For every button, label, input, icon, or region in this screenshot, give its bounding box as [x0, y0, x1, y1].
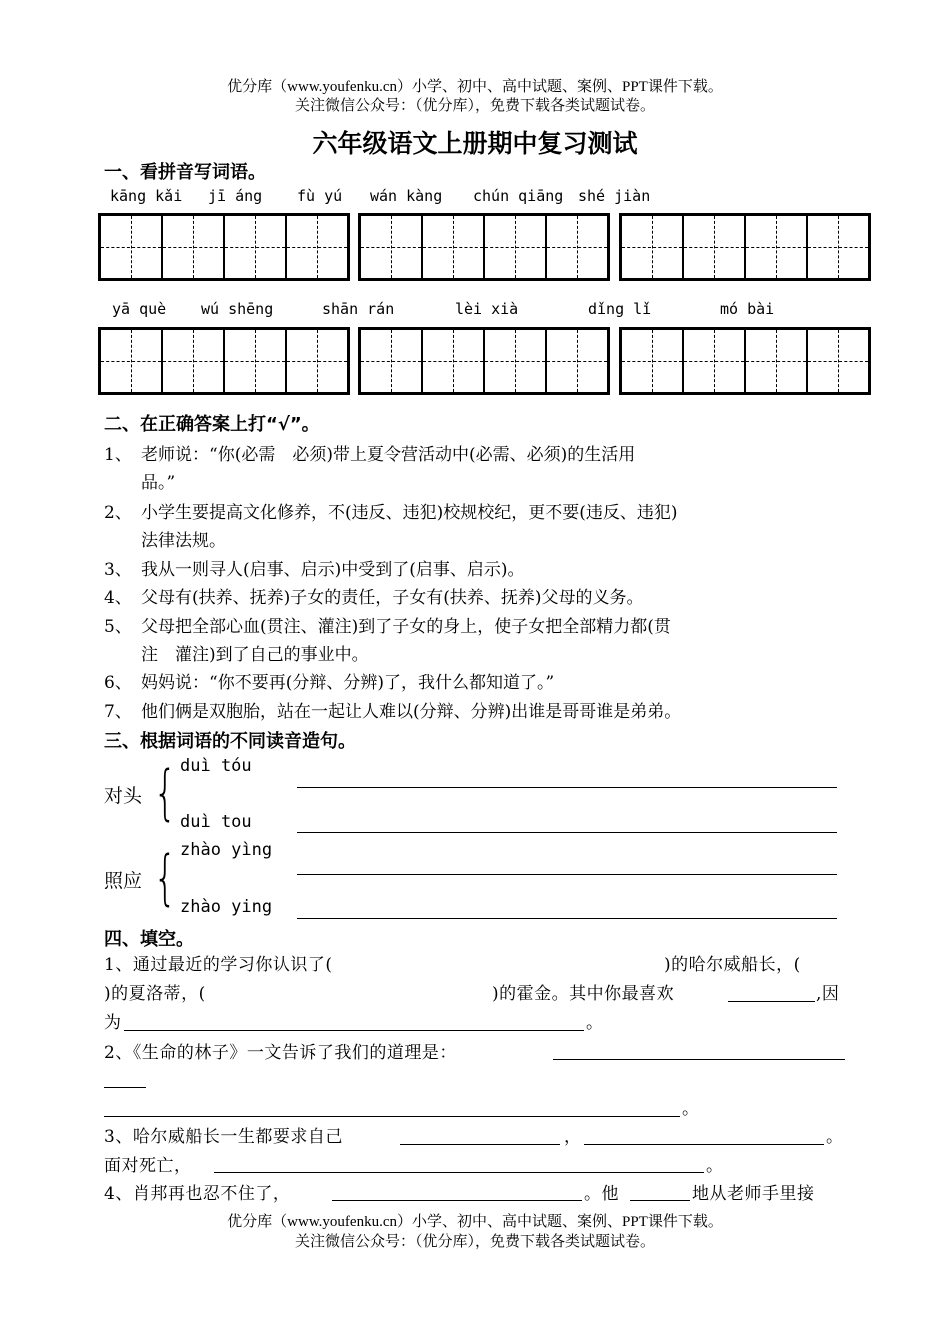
- q4-3-part-a: 3、哈尔威船长一生都要求自己: [104, 1127, 343, 1147]
- q2-7-num: 7、: [104, 702, 132, 722]
- section-1-heading: 一、看拼音写词语。: [104, 162, 266, 183]
- blank-life-forest-2[interactable]: [104, 1087, 146, 1088]
- header-line-2: 关注微信公众号：（优分库），免费下载各类试题试卷。: [294, 98, 655, 114]
- q2-5-line2: 注 灌注)到了自己的事业中。: [141, 645, 369, 665]
- blank-harvey-2[interactable]: [584, 1144, 824, 1145]
- pinyin-2-5: dǐng lǐ: [588, 300, 652, 318]
- blank-harvey-3[interactable]: [214, 1172, 704, 1173]
- blank-reason[interactable]: [124, 1030, 584, 1031]
- pinyin-1-4: wán kàng: [370, 187, 443, 205]
- pinyin-zhaoying-1: zhào yìng: [180, 840, 273, 860]
- q2-2-line2: 法律法规。: [141, 531, 226, 551]
- q2-1-line1: 老师说：“你(必需 必须)带上夏令营活动中(必需、必须)的生活用: [141, 445, 636, 465]
- q4-4-part-a: 4、肖邦再也忍不住了，: [104, 1184, 291, 1204]
- q2-3-line1: 我从一则寻人(启事、启示)中受到了(启事、启示)。: [141, 560, 525, 580]
- section-2-heading: 二、在正确答案上打“√”。: [104, 414, 320, 435]
- q4-4-part-c: 地从老师手里接: [692, 1184, 815, 1204]
- brace-icon: {: [153, 843, 177, 913]
- q4-1-part-e: ,因: [816, 984, 840, 1004]
- header-line-1: 优分库（www.youfenku.cn）小学、初中、高中试题、案例、PPT课件下载。: [227, 79, 723, 95]
- blank-life-forest-3[interactable]: [104, 1116, 680, 1117]
- pinyin-2-2: wú shēng: [201, 300, 274, 318]
- q2-1-num: 1、: [104, 445, 132, 465]
- q4-3-part-b: ，: [564, 1127, 582, 1147]
- q4-3-part-d: 面对死亡，: [104, 1156, 192, 1176]
- answer-line-duitou-1[interactable]: [297, 787, 837, 788]
- q2-4-line1: 父母有(扶养、抚养)子女的责任，子女有(扶养、抚养)父母的义务。: [141, 588, 644, 608]
- brace-icon: {: [153, 758, 177, 828]
- footer-line-2: 关注微信公众号：（优分库），免费下载各类试题试卷。: [294, 1234, 655, 1250]
- answer-line-zhaoying-1[interactable]: [297, 874, 837, 875]
- blank-life-forest-1[interactable]: [553, 1059, 845, 1060]
- answer-line-duitou-2[interactable]: [297, 832, 837, 833]
- blank-favorite[interactable]: [728, 1001, 815, 1002]
- q2-6-line1: 妈妈说：“你不要再(分辩、分辨)了，我什么都知道了。”: [141, 673, 555, 693]
- pinyin-duitou-1: duì tóu: [180, 756, 252, 776]
- q4-1-part-c: )的夏洛蒂，(: [104, 984, 206, 1004]
- pinyin-2-4: lèi xià: [455, 300, 519, 318]
- q4-3-part-e: 。: [706, 1156, 724, 1176]
- section-4-heading: 四、填空。: [104, 929, 194, 950]
- pinyin-1-3: fù yú: [297, 187, 343, 205]
- pinyin-1-2: jī áng: [208, 187, 263, 205]
- pinyin-2-3: shān rán: [322, 300, 395, 318]
- q2-2-num: 2、: [104, 503, 132, 523]
- q4-1-part-a: 1、通过最近的学习你认识了(: [104, 955, 333, 975]
- q4-2-part-a: 2、《生命的林子》一文告诉了我们的道理是：: [104, 1043, 457, 1063]
- q2-1-line2: 品。”: [141, 473, 176, 493]
- q4-2-part-b: 。: [682, 1099, 700, 1119]
- section-3-heading: 三、根据词语的不同读音造句。: [104, 731, 356, 752]
- word-duitou: 对头: [104, 785, 143, 807]
- blank-harvey-1[interactable]: [400, 1144, 560, 1145]
- q4-3-part-c: 。: [826, 1127, 844, 1147]
- pinyin-duitou-2: duì tou: [180, 812, 252, 832]
- pinyin-1-1: kāng kǎi: [110, 187, 183, 205]
- writing-grid-1-b[interactable]: [358, 213, 610, 281]
- q2-5-line1: 父母把全部心血(贯注、灌注)到了子女的身上，使子女把全部精力都(贯: [141, 617, 671, 637]
- writing-grid-2-b[interactable]: [358, 327, 610, 395]
- word-zhaoying: 照应: [104, 870, 143, 892]
- writing-grid-2-c[interactable]: [619, 327, 871, 395]
- q4-4-part-b: 。他: [584, 1184, 619, 1204]
- blank-chopin-2[interactable]: [630, 1200, 690, 1201]
- pinyin-2-1: yā què: [112, 300, 167, 318]
- q2-3-num: 3、: [104, 560, 132, 580]
- q2-7-line1: 他们俩是双胞胎，站在一起让人难以(分辩、分辨)出谁是哥哥谁是弟弟。: [141, 702, 682, 722]
- pinyin-zhaoying-2: zhào ying: [180, 897, 273, 917]
- q2-2-line1: 小学生要提高文化修养，不(违反、违犯)校规校纪，更不要(违反、违犯): [141, 503, 678, 523]
- pinyin-1-5: chún qiāng: [473, 187, 564, 205]
- page-title: 六年级语文上册期中复习测试: [312, 129, 638, 158]
- writing-grid-2-a[interactable]: [98, 327, 350, 395]
- answer-line-zhaoying-2[interactable]: [297, 918, 837, 919]
- writing-grid-1-a[interactable]: [98, 213, 350, 281]
- pinyin-2-6: mó bài: [720, 300, 775, 318]
- q4-1-part-b: )的哈尔威船长，(: [664, 955, 801, 975]
- footer-line-1: 优分库（www.youfenku.cn）小学、初中、高中试题、案例、PPT课件下载。: [227, 1214, 723, 1230]
- q2-4-num: 4、: [104, 588, 132, 608]
- blank-chopin-1[interactable]: [332, 1200, 582, 1201]
- q4-1-part-d: )的霍金。其中你最喜欢: [492, 984, 675, 1004]
- q2-6-num: 6、: [104, 673, 132, 693]
- pinyin-1-6: shé jiàn: [578, 187, 651, 205]
- q2-5-num: 5、: [104, 617, 132, 637]
- q4-1-part-f: 为: [104, 1013, 122, 1033]
- writing-grid-1-c[interactable]: [619, 213, 871, 281]
- q4-1-part-g: 。: [586, 1013, 604, 1033]
